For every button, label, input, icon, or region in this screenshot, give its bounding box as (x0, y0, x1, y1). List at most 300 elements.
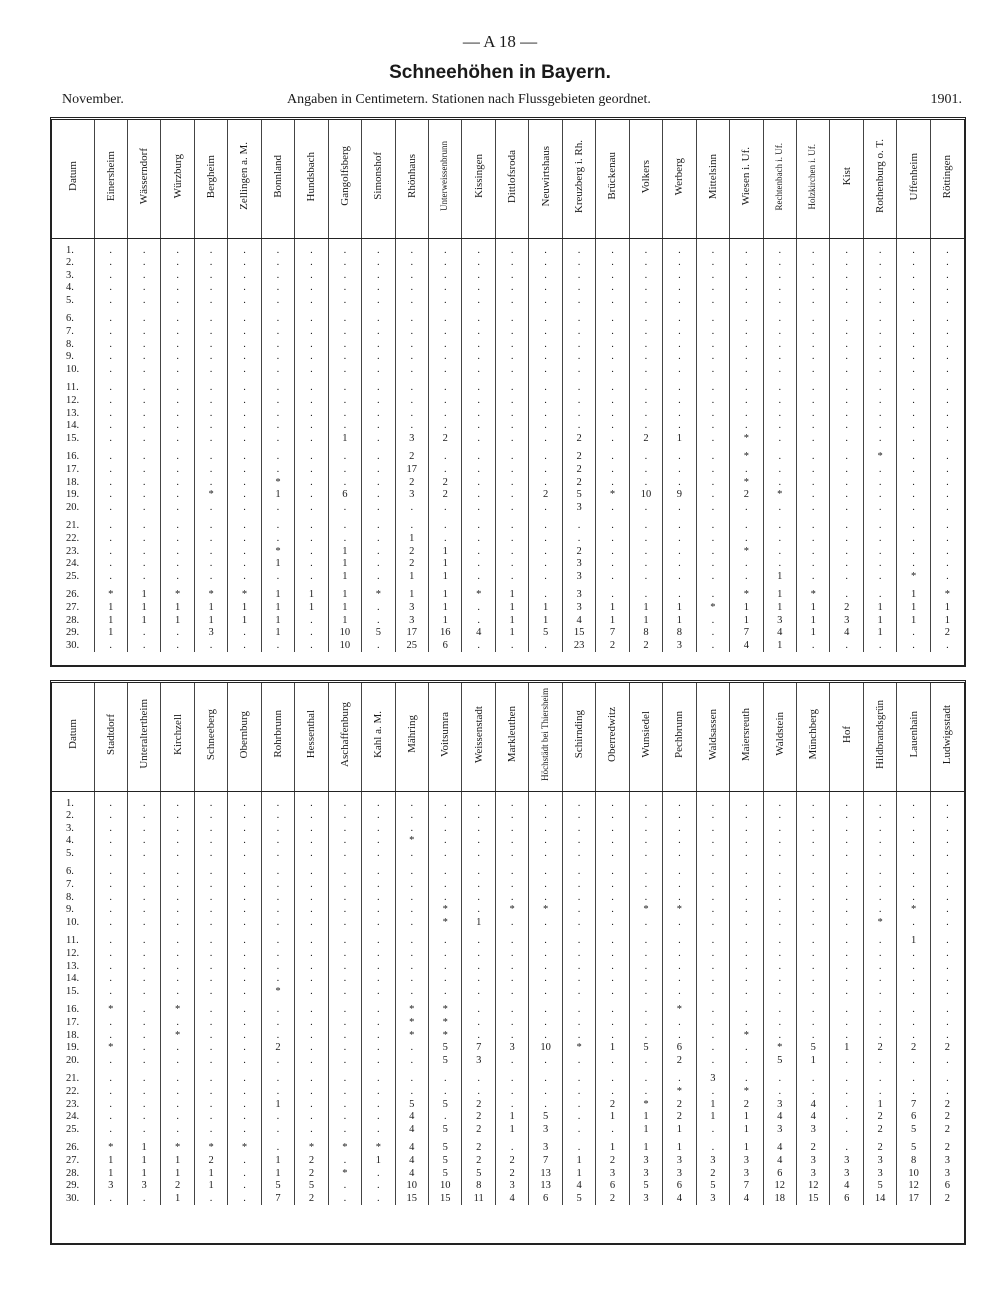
value-cell: 2 (930, 627, 964, 640)
value-cell: 2 (930, 1124, 964, 1137)
value-cell: . (663, 282, 696, 295)
value-cell: . (629, 282, 662, 295)
date-cell: 24. (66, 558, 80, 570)
value-cell: . (161, 339, 194, 352)
value-cell: . (562, 1055, 595, 1068)
value-cell: 10 (328, 640, 361, 653)
value-cell: . (261, 640, 294, 653)
value-cell: . (629, 823, 662, 836)
value-cell: . (328, 326, 361, 339)
value-cell: 3 (395, 489, 428, 502)
value-cell: . (763, 395, 796, 408)
value-cell: . (495, 270, 528, 283)
value-cell: . (362, 295, 395, 308)
value-cell: . (127, 973, 160, 986)
value-cell: . (763, 1004, 796, 1017)
value-cell: . (462, 1073, 495, 1086)
value-cell: 4 (395, 1142, 428, 1155)
value-cell: . (161, 451, 194, 464)
station-header (730, 120, 763, 238)
value-cell: . (94, 351, 127, 364)
value-cell: . (395, 351, 428, 364)
value-cell: . (127, 1099, 160, 1112)
table-row (52, 339, 964, 352)
value-cell: . (395, 866, 428, 879)
value-cell: . (696, 589, 729, 602)
value-cell: 2 (395, 558, 428, 571)
value-cell: . (529, 810, 562, 823)
value-cell: . (863, 571, 896, 584)
value-cell: . (863, 395, 896, 408)
value-cell: . (830, 1086, 863, 1099)
value-cell: 2 (295, 1155, 328, 1168)
value-cell: . (830, 295, 863, 308)
value-cell: . (194, 917, 227, 930)
value-cell: . (629, 382, 662, 395)
value-cell: * (395, 1004, 428, 1017)
value-cell: . (863, 1004, 896, 1017)
value-cell: 1 (429, 558, 462, 571)
value-cell: . (562, 257, 595, 270)
value-cell: . (730, 848, 763, 861)
value-cell: . (295, 326, 328, 339)
value-cell: . (730, 326, 763, 339)
value-cell: . (228, 1111, 261, 1124)
value-cell: . (696, 502, 729, 515)
value-cell: . (863, 382, 896, 395)
value-cell: . (596, 835, 629, 848)
value-cell: . (830, 848, 863, 861)
value-cell: . (295, 451, 328, 464)
value-cell: . (930, 798, 964, 811)
value-cell: . (228, 948, 261, 961)
value-cell: . (295, 313, 328, 326)
value-cell: . (730, 502, 763, 515)
value-cell: * (228, 589, 261, 602)
value-cell: . (897, 477, 930, 490)
value-cell: . (763, 257, 796, 270)
value-cell: . (295, 904, 328, 917)
value-cell: 3 (495, 1180, 528, 1193)
value-cell: . (663, 395, 696, 408)
value-cell: . (194, 1111, 227, 1124)
value-cell: . (897, 546, 930, 559)
value-cell: 1 (261, 602, 294, 615)
station-header (629, 120, 662, 238)
value-cell: . (763, 420, 796, 433)
value-cell: . (930, 395, 964, 408)
value-cell: . (529, 866, 562, 879)
value-cell: . (863, 257, 896, 270)
table-row (52, 433, 964, 446)
value-cell: . (830, 489, 863, 502)
value-cell: . (763, 295, 796, 308)
value-cell: 10 (629, 489, 662, 502)
value-cell: . (596, 364, 629, 377)
value-cell: . (897, 451, 930, 464)
value-cell: 2 (663, 1055, 696, 1068)
value-cell: . (94, 533, 127, 546)
value-cell: 5 (696, 1180, 729, 1193)
value-cell: . (930, 917, 964, 930)
value-cell: . (629, 464, 662, 477)
value-cell: . (395, 408, 428, 421)
value-cell: . (261, 935, 294, 948)
value-cell: . (797, 339, 830, 352)
value-cell: . (228, 489, 261, 502)
station-header (228, 683, 261, 791)
value-cell: . (161, 1124, 194, 1137)
value-cell: . (362, 533, 395, 546)
value-cell: . (863, 848, 896, 861)
value-cell: . (797, 351, 830, 364)
value-cell: 3 (395, 433, 428, 446)
value-cell: 15 (562, 627, 595, 640)
station-header (429, 120, 462, 238)
table-row (52, 640, 964, 653)
value-cell: . (194, 364, 227, 377)
value-cell: . (730, 973, 763, 986)
value-cell: . (596, 558, 629, 571)
value-cell: . (930, 295, 964, 308)
value-cell: . (228, 904, 261, 917)
value-cell: . (529, 502, 562, 515)
value-cell: . (863, 866, 896, 879)
value-cell: . (730, 533, 763, 546)
station-name: Uffenheim (907, 152, 920, 200)
value-cell: . (529, 1055, 562, 1068)
value-cell: 1 (696, 1099, 729, 1112)
value-cell: * (261, 477, 294, 490)
value-cell: . (328, 1073, 361, 1086)
value-cell: . (462, 420, 495, 433)
value-cell: . (94, 1124, 127, 1137)
value-cell: . (495, 1086, 528, 1099)
station-name: Volkers (639, 159, 652, 193)
value-cell: 1 (562, 1168, 595, 1181)
value-cell: . (194, 1017, 227, 1030)
value-cell: 2 (462, 1142, 495, 1155)
value-cell: . (529, 464, 562, 477)
station-name: Hessenthal (305, 710, 318, 759)
value-cell: . (897, 1030, 930, 1043)
station-header (395, 683, 428, 791)
value-cell: . (897, 973, 930, 986)
value-cell: . (295, 1030, 328, 1043)
value-cell: . (529, 589, 562, 602)
value-cell: . (127, 282, 160, 295)
value-cell: . (127, 948, 160, 961)
value-cell: 3 (562, 571, 595, 584)
value-cell: 1 (94, 627, 127, 640)
value-cell: 1 (127, 1142, 160, 1155)
value-cell: . (295, 973, 328, 986)
value-cell: 6 (328, 489, 361, 502)
value-cell: . (261, 408, 294, 421)
value-cell: . (429, 892, 462, 905)
table-row (52, 282, 964, 295)
value-cell: . (797, 823, 830, 836)
value-cell: 4 (830, 1180, 863, 1193)
value-cell: . (395, 986, 428, 999)
value-cell: 5 (295, 1180, 328, 1193)
value-cell: . (830, 245, 863, 258)
value-cell: 18 (763, 1193, 796, 1206)
value-cell: . (797, 1004, 830, 1017)
value-cell: 2 (596, 1099, 629, 1112)
value-cell: 1 (127, 615, 160, 628)
value-cell: . (228, 395, 261, 408)
value-cell: . (194, 1055, 227, 1068)
value-cell: . (328, 948, 361, 961)
value-cell: . (194, 351, 227, 364)
value-cell: . (596, 935, 629, 948)
value-cell: 4 (763, 1111, 796, 1124)
value-cell: 2 (462, 1124, 495, 1137)
value-cell: . (395, 270, 428, 283)
value-cell: 4 (395, 1168, 428, 1181)
value-cell: . (261, 1073, 294, 1086)
value-cell: . (663, 1017, 696, 1030)
value-cell: . (495, 1055, 528, 1068)
value-cell: . (328, 798, 361, 811)
value-cell: . (127, 502, 160, 515)
value-cell: . (127, 810, 160, 823)
value-cell: . (161, 326, 194, 339)
value-cell: . (596, 282, 629, 295)
value-cell: . (863, 351, 896, 364)
value-cell: 5 (429, 1155, 462, 1168)
station-header (395, 120, 428, 238)
table-row (52, 1042, 964, 1055)
value-cell: 3 (797, 1124, 830, 1137)
value-cell: 1 (429, 615, 462, 628)
value-cell: * (663, 904, 696, 917)
value-cell: . (295, 533, 328, 546)
value-cell: . (930, 558, 964, 571)
value-cell: . (562, 1073, 595, 1086)
value-cell: . (462, 408, 495, 421)
value-cell: 2 (495, 1168, 528, 1181)
station-header (495, 683, 528, 791)
value-cell: . (663, 879, 696, 892)
value-cell: . (328, 892, 361, 905)
date-cell: 12. (66, 948, 80, 960)
station-header (127, 683, 160, 791)
value-cell: . (194, 1193, 227, 1206)
value-cell: . (94, 935, 127, 948)
value-cell: . (629, 502, 662, 515)
value-cell: 5 (897, 1124, 930, 1137)
value-cell: . (897, 1017, 930, 1030)
value-cell: . (395, 1042, 428, 1055)
station-header (797, 120, 830, 238)
value-cell: . (127, 1086, 160, 1099)
value-cell: . (194, 339, 227, 352)
value-cell: 8 (663, 627, 696, 640)
value-cell: . (328, 270, 361, 283)
value-cell: 1 (328, 571, 361, 584)
value-cell: . (696, 364, 729, 377)
value-cell: . (161, 798, 194, 811)
value-cell: . (730, 1042, 763, 1055)
value-cell: 2 (863, 1042, 896, 1055)
value-cell: . (897, 295, 930, 308)
value-cell: 2 (797, 1142, 830, 1155)
value-cell: . (830, 339, 863, 352)
value-cell: . (663, 558, 696, 571)
value-cell: . (127, 823, 160, 836)
value-cell: 4 (763, 1155, 796, 1168)
station-header (830, 120, 863, 238)
value-cell: . (763, 961, 796, 974)
month-label: November. (62, 92, 124, 107)
value-cell: 1 (596, 1142, 629, 1155)
value-cell: . (395, 282, 428, 295)
value-cell: . (127, 339, 160, 352)
station-name: Wässerndorf (138, 148, 151, 205)
value-cell: . (629, 270, 662, 283)
station-name: Röttingen (941, 154, 954, 198)
station-name: Münchberg (807, 708, 820, 760)
value-cell: . (328, 879, 361, 892)
value-cell: . (562, 364, 595, 377)
value-cell: 2 (663, 1099, 696, 1112)
date-cell: 15. (66, 432, 80, 444)
value-cell: . (429, 326, 462, 339)
value-cell: . (127, 986, 160, 999)
value-cell: . (629, 326, 662, 339)
station-header (897, 683, 930, 791)
table-row (52, 489, 964, 502)
value-cell: . (863, 558, 896, 571)
value-cell: . (295, 823, 328, 836)
value-cell: . (696, 917, 729, 930)
value-cell: . (228, 420, 261, 433)
date-cell: 17. (66, 464, 80, 475)
value-cell: . (395, 848, 428, 861)
value-cell: . (395, 892, 428, 905)
value-cell: 13 (529, 1180, 562, 1193)
value-cell: * (429, 1004, 462, 1017)
value-cell: . (194, 1073, 227, 1086)
station-header (696, 683, 729, 791)
value-cell: 1 (596, 1042, 629, 1055)
value-cell: . (161, 464, 194, 477)
value-cell: . (462, 1086, 495, 1099)
value-cell: * (94, 1142, 127, 1155)
value-cell: . (161, 245, 194, 258)
station-header (462, 120, 495, 238)
table-row (52, 627, 964, 640)
value-cell: . (797, 640, 830, 653)
value-cell: . (261, 848, 294, 861)
value-cell: . (495, 489, 528, 502)
value-cell: . (863, 520, 896, 533)
value-cell: 5 (863, 1180, 896, 1193)
page-title: Schneehöhen in Bayern. (389, 62, 611, 83)
value-cell: . (897, 892, 930, 905)
value-cell: . (830, 589, 863, 602)
value-cell: . (596, 961, 629, 974)
value-cell: . (930, 866, 964, 879)
value-cell: . (194, 961, 227, 974)
value-cell: * (730, 589, 763, 602)
value-cell: . (228, 798, 261, 811)
value-cell: 5 (797, 1042, 830, 1055)
value-cell: . (295, 558, 328, 571)
value-cell: . (763, 520, 796, 533)
value-cell: . (328, 313, 361, 326)
value-cell: 2 (629, 433, 662, 446)
value-cell: . (897, 879, 930, 892)
value-cell: . (629, 546, 662, 559)
value-cell: . (295, 351, 328, 364)
value-cell: . (730, 904, 763, 917)
value-cell: . (94, 986, 127, 999)
value-cell: . (362, 848, 395, 861)
station-header (194, 683, 227, 791)
value-cell: . (696, 866, 729, 879)
value-cell: . (429, 313, 462, 326)
value-cell: . (194, 823, 227, 836)
value-cell: . (94, 502, 127, 515)
value-cell: . (629, 798, 662, 811)
value-cell: . (863, 464, 896, 477)
value-cell: . (696, 892, 729, 905)
value-cell: 2 (429, 489, 462, 502)
value-cell: 5 (429, 1042, 462, 1055)
value-cell: . (696, 1142, 729, 1155)
value-cell: . (295, 408, 328, 421)
station-name: Höchstädt bei Thiersheim (539, 687, 550, 781)
value-cell: . (429, 502, 462, 515)
value-cell: . (763, 835, 796, 848)
value-cell: . (328, 848, 361, 861)
value-cell: 1 (261, 489, 294, 502)
station-header (663, 683, 696, 791)
table-row (52, 835, 964, 848)
table-row (52, 948, 964, 961)
value-cell: 10 (328, 627, 361, 640)
value-cell: . (362, 351, 395, 364)
value-cell: 1 (730, 1111, 763, 1124)
value-cell: . (295, 257, 328, 270)
value-cell: . (930, 420, 964, 433)
value-cell: . (161, 917, 194, 930)
value-cell: . (696, 615, 729, 628)
value-cell: . (127, 1030, 160, 1043)
value-cell: 10 (529, 1042, 562, 1055)
station-header (763, 683, 796, 791)
value-cell: . (897, 810, 930, 823)
value-cell: . (127, 364, 160, 377)
value-cell: . (663, 986, 696, 999)
value-cell: . (362, 866, 395, 879)
value-cell: . (696, 948, 729, 961)
value-cell: . (261, 571, 294, 584)
station-header (362, 120, 395, 238)
value-cell: . (897, 464, 930, 477)
value-cell: . (763, 477, 796, 490)
value-cell: . (261, 892, 294, 905)
value-cell: . (529, 408, 562, 421)
table-row (52, 1168, 964, 1181)
value-cell: . (362, 798, 395, 811)
value-cell: . (228, 1073, 261, 1086)
value-cell: 2 (395, 546, 428, 559)
value-cell: . (863, 270, 896, 283)
